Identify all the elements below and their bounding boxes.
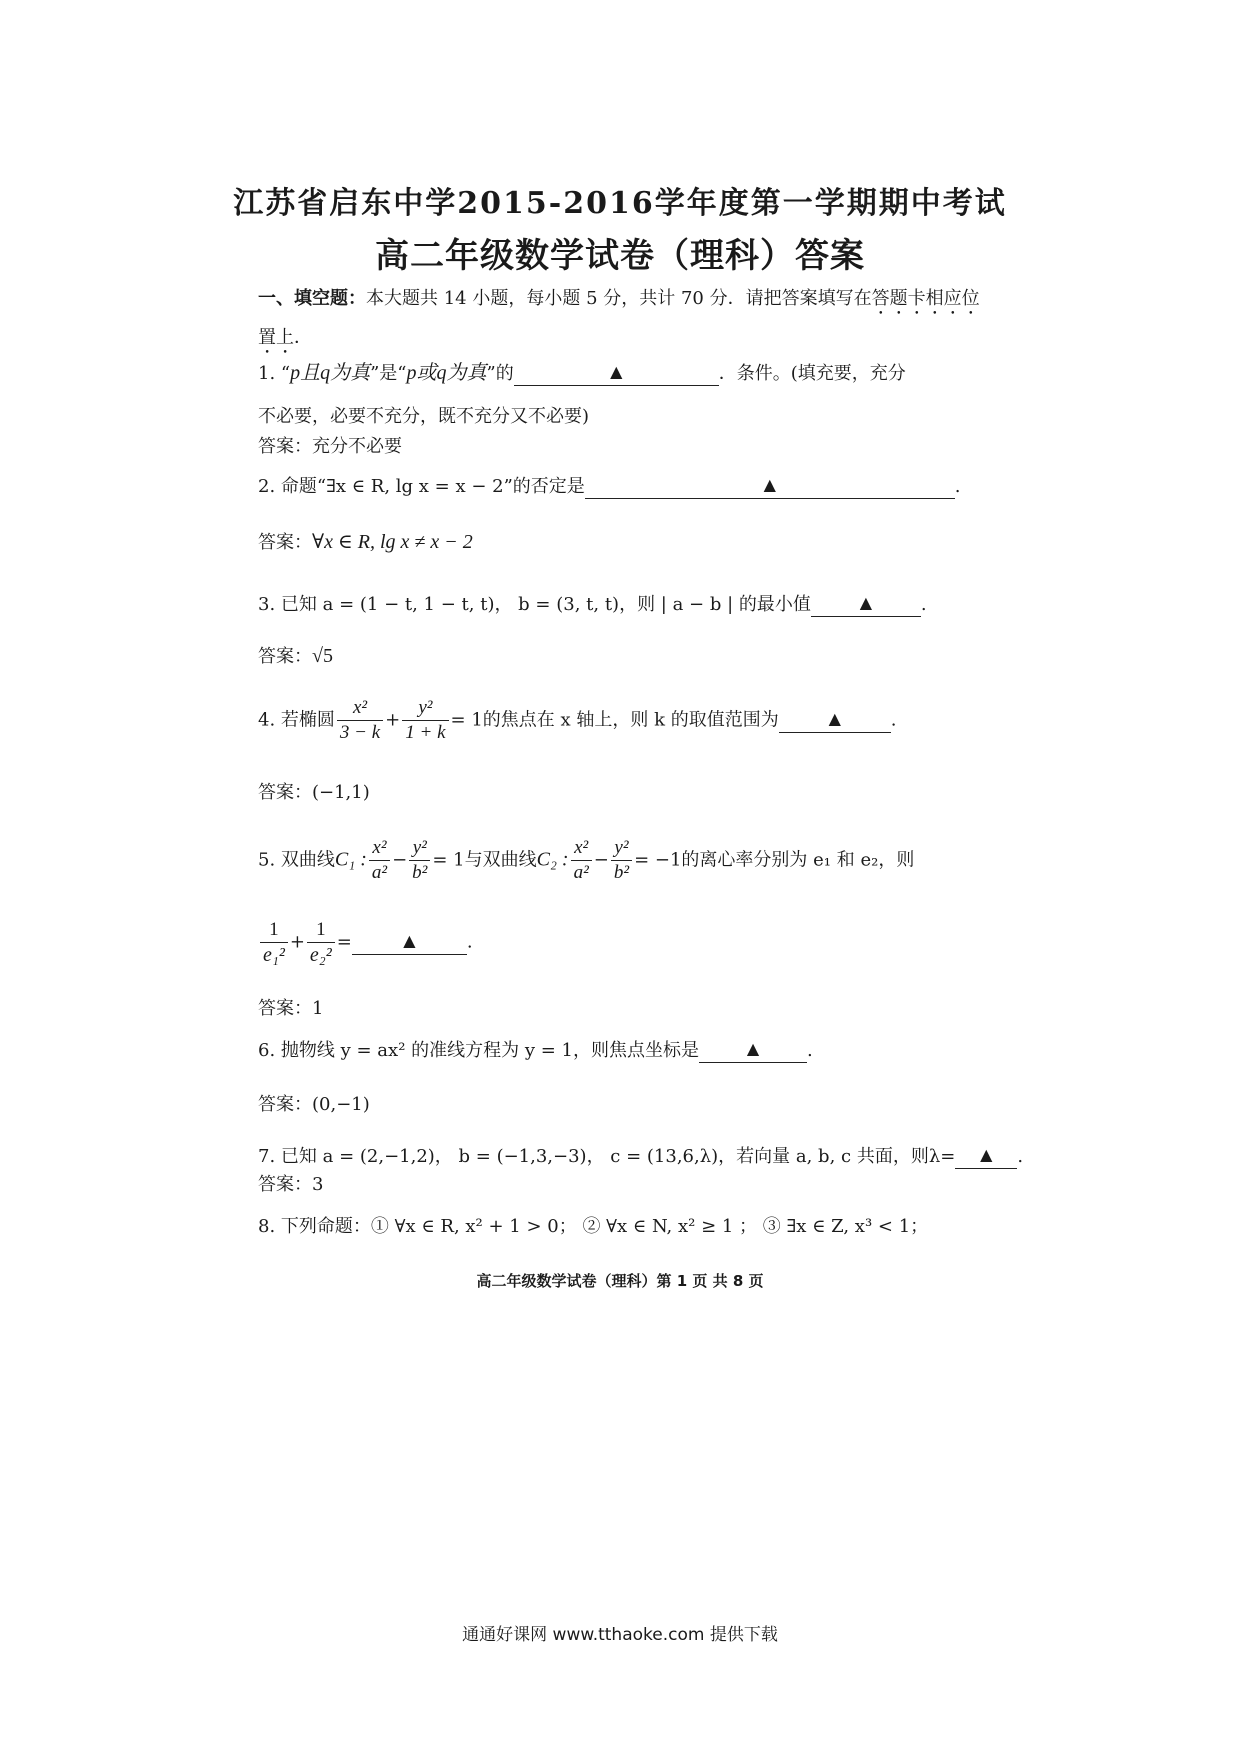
- q4-answer-blank: [779, 710, 891, 733]
- blank-marker-icon: ▲: [828, 708, 841, 728]
- q6-answer-label: 答案：: [258, 1094, 312, 1115]
- q2-answer-value: ∀x ∈ R, lg x ≠ x − 2: [312, 531, 473, 553]
- blank-marker-icon: ▲: [763, 475, 776, 494]
- q5-minus-2: −: [593, 849, 609, 871]
- q5-plus: +: [289, 931, 305, 953]
- q5-fb-num: y²: [409, 836, 430, 861]
- question-4: [258, 696, 990, 745]
- q3-end: .: [920, 594, 927, 615]
- exam-title: 江苏省启东中学2015-2016学年度第一学期期中考试: [233, 186, 1007, 221]
- section-intro-dotted: 答题卡相应位置上: [258, 288, 980, 348]
- q6-text: 6. 抛物线 y = ax² 的准线方程为 y = 1，则焦点坐标是: [258, 1040, 699, 1061]
- q5-minus: −: [392, 849, 408, 871]
- exam-subtitle: 高二年级数学试卷（理科）答案: [375, 236, 865, 276]
- q4-frac1-den: 3 − k: [339, 722, 381, 743]
- q5-fa-den: a²: [371, 862, 388, 883]
- q7-answer: 答案：3: [258, 1174, 324, 1195]
- q3-answer-value: √5: [312, 645, 333, 667]
- q5-fd-num: y²: [611, 836, 632, 861]
- q2-answer-label: 答案：: [258, 532, 312, 553]
- q5-frac-e1: [260, 918, 288, 967]
- q3-answer: [258, 642, 990, 668]
- q5-frac-b: [409, 836, 430, 885]
- q1-mid: ”是“: [370, 363, 407, 384]
- question-3: [258, 590, 990, 617]
- source-footer: 通通好课网 www.tthaoke.com 提供下载: [462, 1625, 778, 1645]
- blank-marker-icon: ▲: [980, 1145, 993, 1164]
- q5-equals: =: [336, 931, 352, 953]
- q5-frac-d: [611, 836, 632, 885]
- blank-marker-icon: ▲: [610, 362, 623, 381]
- page-footer: 高二年级数学试卷（理科）第 1 页 共 8 页: [476, 1272, 764, 1290]
- q5-frac-a: [369, 836, 390, 885]
- q4-prefix: 4. 若椭圆: [258, 709, 335, 731]
- q6-end: .: [807, 1040, 813, 1061]
- q7-text: 7. 已知 a = (2,−1,2)， b = (−1,3,−3)， c = (13,6,λ)，若向量 a, b, c 共面，则λ=: [258, 1146, 956, 1167]
- q1-line2: 不必要，必要不充分，既不充分又不必要): [258, 406, 590, 427]
- q3-text: 3. 已知 a = (1 − t, 1 − t, t)， b = (3, t, t)，则 | a − b | 的最小值: [258, 594, 811, 615]
- q1-cond-a: p且q为真: [290, 362, 371, 384]
- q2-answer-blank: [585, 476, 955, 499]
- q1-after-blank: ．条件。(填充要，充分: [718, 363, 906, 384]
- q6-answer-blank: [699, 1040, 807, 1063]
- q2-text: 2. 命题“∃x ∈ R, lg x = x − 2”的否定是: [258, 476, 585, 497]
- blank-marker-icon: ▲: [403, 930, 416, 950]
- q5-e1-den: e₁²: [263, 944, 285, 966]
- q1-answer-blank: [514, 363, 719, 386]
- q5-eq2: = −1: [634, 849, 682, 871]
- q2-end: .: [954, 476, 961, 497]
- q2-answer: [258, 528, 990, 554]
- section-intro-end: ．: [294, 327, 312, 348]
- question-1: [258, 356, 990, 386]
- q4-end: .: [890, 709, 897, 731]
- q5-frac-c: [571, 836, 592, 885]
- blank-marker-icon: ▲: [746, 1039, 760, 1058]
- q5-answer-blank: [352, 932, 467, 955]
- q4-plus: +: [385, 709, 401, 731]
- q5-fb-den: b²: [412, 862, 428, 883]
- section-intro-text: 本大题共 14 小题，每小题 5 分，共计 70 分．请把答案填写在: [366, 288, 872, 309]
- q4-suffix: 的焦点在 x 轴上，则 k 的取值范围为: [482, 709, 779, 731]
- q5-suffix: 的离心率分别为 e₁ 和 e₂，则: [681, 849, 915, 871]
- q4-frac1-num: x²: [337, 696, 383, 721]
- q6-answer: [258, 1090, 990, 1116]
- question-8: 8. 下列命题：① ∀x ∈ R, x² + 1 > 0； ② ∀x ∈ N, x² ≥ 1 ； ③ ∃x ∈ Z, x³ < 1；: [258, 1216, 929, 1237]
- q4-answer-value: (−1,1): [312, 782, 370, 803]
- q4-answer-label: 答案：: [258, 782, 312, 803]
- question-7: [258, 1142, 1024, 1169]
- q5-c1: C₁ :: [334, 848, 367, 871]
- q5-mid: 与双曲线: [464, 849, 537, 871]
- blank-marker-icon: ▲: [859, 593, 873, 612]
- q5-e1-num: 1: [260, 918, 288, 943]
- q5-fc-den: a²: [573, 862, 589, 883]
- q3-answer-blank: [811, 594, 921, 617]
- section-intro: [258, 280, 990, 358]
- q5-fa-num: x²: [369, 836, 390, 861]
- q4-frac2-num: y²: [402, 696, 448, 721]
- q6-answer-value: (0,−1): [312, 1094, 370, 1115]
- q5-fd-den: b²: [613, 862, 630, 883]
- q7-answer-blank: [955, 1146, 1017, 1169]
- question-6: [258, 1036, 990, 1063]
- q7-end: .: [1017, 1146, 1024, 1167]
- q1-suffix: ”的: [486, 363, 514, 384]
- q1-answer: 答案：充分不必要: [258, 436, 402, 457]
- q1-prefix: 1. “: [258, 363, 291, 384]
- q5-e2-den: e₂²: [309, 944, 332, 966]
- q5-fc-num: x²: [571, 836, 592, 861]
- q4-eq: = 1: [450, 709, 483, 731]
- q3-answer-label: 答案：: [258, 646, 312, 667]
- q5-eq1: = 1: [432, 849, 465, 871]
- question-2: [258, 472, 990, 499]
- q5-end: .: [466, 931, 473, 953]
- q5-answer: 答案：1: [258, 998, 324, 1019]
- section-heading: 一、填空题：: [258, 288, 366, 309]
- q5-prefix: 5. 双曲线: [258, 849, 335, 871]
- q4-answer: [258, 778, 990, 804]
- q5-e2-num: 1: [307, 918, 335, 943]
- q4-fraction-2: [402, 696, 448, 745]
- q4-fraction-1: [337, 696, 383, 745]
- q5-c2: C₂ :: [536, 848, 569, 871]
- question-5: [258, 836, 990, 885]
- q5-frac-e2: [307, 918, 335, 967]
- q1-cond-b: p或q为真: [406, 362, 487, 384]
- q5-line2: [258, 918, 990, 967]
- q4-frac2-den: 1 + k: [405, 722, 446, 743]
